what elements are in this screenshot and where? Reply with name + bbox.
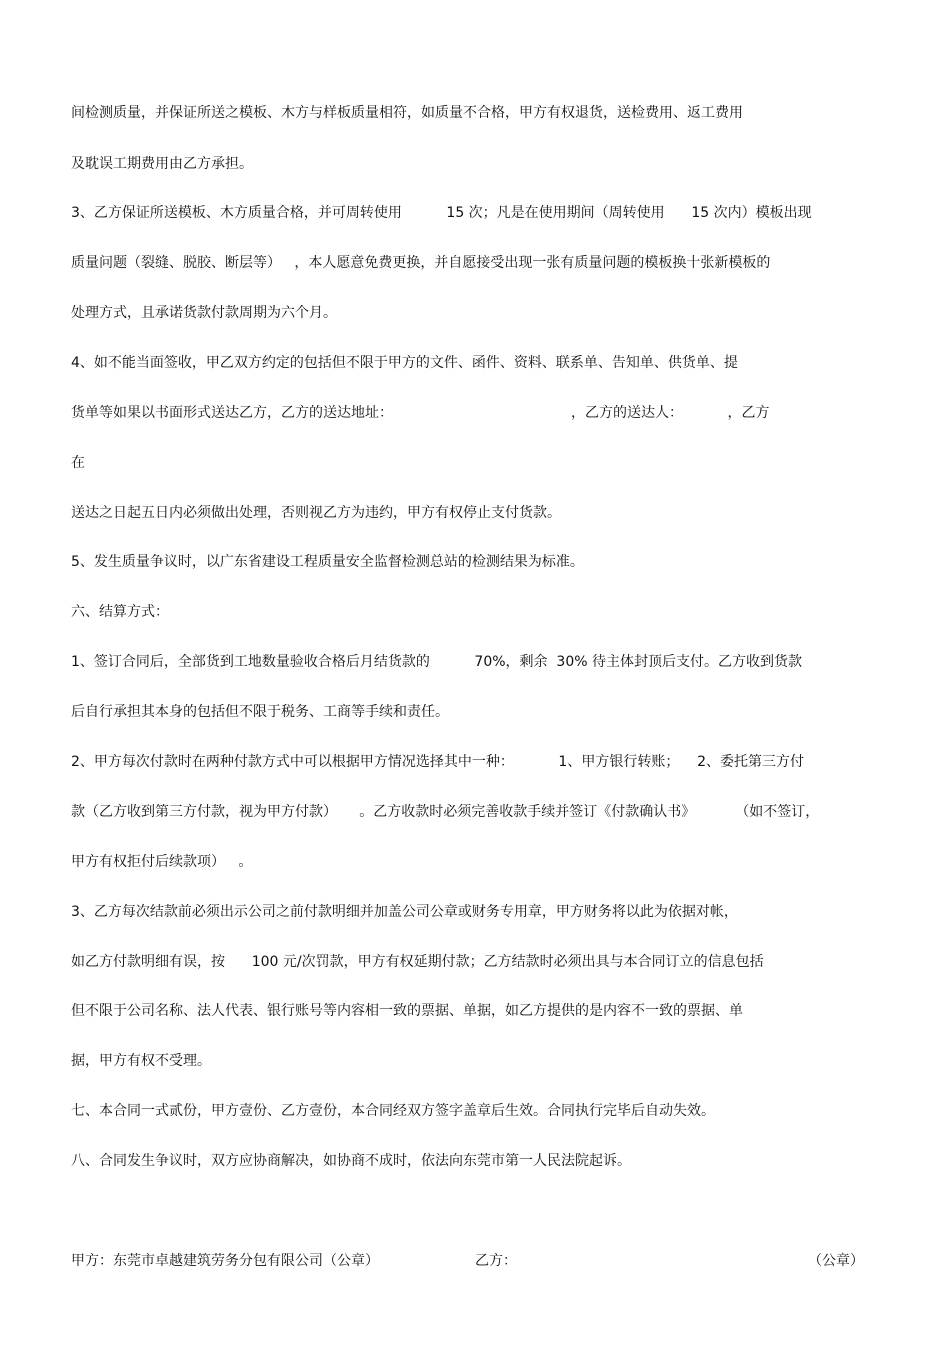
paragraph-line: 间检测质量，并保证所送之模板、木方与样板质量相符，如质量不合格，甲方有权退货，送检费用、返工费用 bbox=[71, 105, 743, 121]
paragraph-line: 1、签订合同后，全部货到工地数量验收合格后月结货款的 70%，剩余 30% 待主体封顶后支付。乙方收到货款 bbox=[71, 654, 802, 670]
paragraph-line: 但不限于公司名称、法人代表、银行账号等内容相一致的票据、单据，如乙方提供的是内容不一致的票据、单 bbox=[71, 1003, 743, 1019]
paragraph-line: 3、乙方保证所送模板、木方质量合格，并可周转使用 15 次；凡是在使用期间（周转使用 15 次内）模板出现 bbox=[71, 205, 812, 221]
party-a-signature: 甲方：东莞市卓越建筑劳务分包有限公司（公章） bbox=[71, 1253, 379, 1269]
section-heading: 八、合同发生争议时，双方应协商解决，如协商不成时，依法向东莞市第一人民法院起诉。 bbox=[71, 1153, 631, 1169]
paragraph-line: 送达之日起五日内必须做出处理，否则视乙方为违约，甲方有权停止支付货款。 bbox=[71, 505, 561, 521]
paragraph-line: 款（乙方收到第三方付款，视为甲方付款） 。乙方收款时必须完善收款手续并签订《付款确认书》 （如不签订， bbox=[71, 804, 820, 820]
party-b-signature: 乙方： bbox=[475, 1253, 517, 1269]
paragraph-line: 及耽误工期费用由乙方承担。 bbox=[71, 156, 253, 172]
paragraph-line: 在 bbox=[71, 455, 85, 471]
paragraph-line: 如乙方付款明细有误，按 100 元/次罚款，甲方有权延期付款；乙方结款时必须出具与本合同订立的信息包括 bbox=[71, 954, 764, 970]
paragraph-line: 处理方式，且承诺货款付款周期为六个月。 bbox=[71, 305, 337, 321]
paragraph-line: 据，甲方有权不受理。 bbox=[71, 1053, 211, 1069]
paragraph-line: 2、甲方每次付款时在两种付款方式中可以根据甲方情况选择其中一种： 1、甲方银行转账； 2、委托第三方付 bbox=[71, 754, 805, 770]
paragraph-line: 质量问题（裂缝、脱胶、断层等） ，本人愿意免费更换，并自愿接受出现一张有质量问题的模板换十张新模板的 bbox=[71, 255, 771, 271]
paragraph-line: 5、发生质量争议时，以广东省建设工程质量安全监督检测总站的检测结果为标准。 bbox=[71, 554, 584, 570]
section-heading: 六、结算方式： bbox=[71, 604, 169, 620]
section-heading: 七、本合同一式贰份，甲方壹份、乙方壹份，本合同经双方签字盖章后生效。合同执行完毕后自动失效。 bbox=[71, 1103, 715, 1119]
paragraph-line: 3、乙方每次结款前必须出示公司之前付款明细并加盖公司公章或财务专用章，甲方财务将以此为依据对帐， bbox=[71, 904, 738, 920]
paragraph-line: 4、如不能当面签收，甲乙双方约定的包括但不限于甲方的文件、函件、资料、联系单、告知单、供货单、提 bbox=[71, 355, 738, 371]
paragraph-line: 后自行承担其本身的包括但不限于税务、工商等手续和责任。 bbox=[71, 704, 449, 720]
paragraph-line: 货单等如果以书面形式送达乙方，乙方的送达地址： ，乙方的送达人： ，乙方 bbox=[71, 405, 770, 421]
party-b-seal: （公章） bbox=[808, 1253, 864, 1269]
paragraph-line: 甲方有权拒付后续款项） 。 bbox=[71, 854, 253, 870]
